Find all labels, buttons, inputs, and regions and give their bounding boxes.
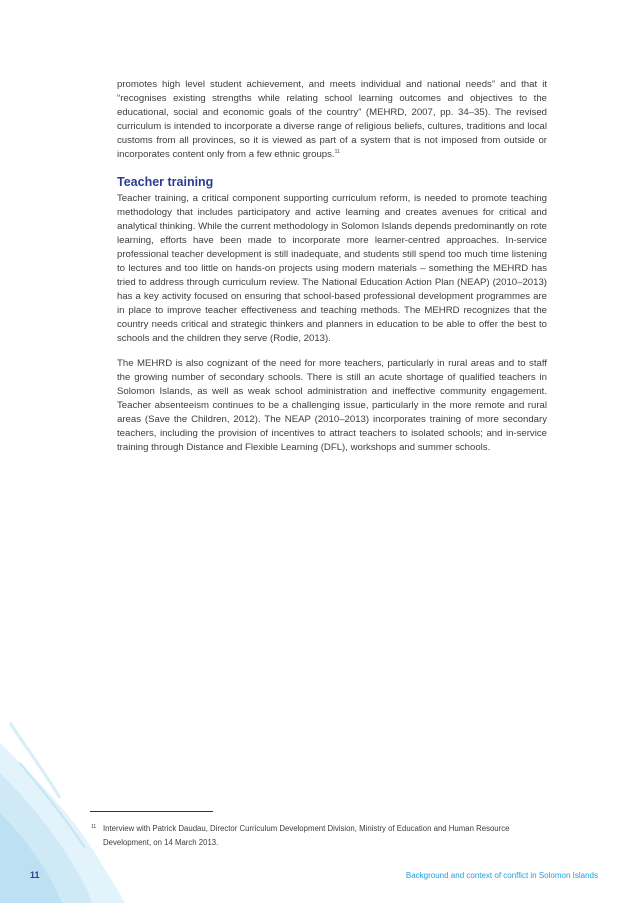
section-heading: Teacher training <box>117 175 214 190</box>
page-number: 11 <box>30 870 40 880</box>
running-footer-title: Background and context of conflict in Solomon Islands <box>405 871 598 880</box>
main-content <box>117 78 547 455</box>
body-paragraph-1 <box>117 78 547 161</box>
paragraph-text: promotes high level student achievement, and meets individual and national needs” and that it “recognises existing strengths while relating school learning outcomes and objectives to the educational, social and economic goals of the country” (MEHRD, 2007, pp. 34–35). The revised curriculum is intended to incorporate a diverse range of religious beliefs, cultures, traditions and local customs from all provinces, so it is viewed as part of a system that is not imposed from outside or incorporates content only from a few ethnic groups. <box>117 79 547 160</box>
footnote-reference[interactable]: 11 <box>334 148 340 155</box>
footnote-text: Interview with Patrick Daudau, Director Curriculum Development Division, Ministry of Education and Human Resource Development, on 14 March 2013. <box>103 824 510 847</box>
footnote-number: 11 <box>91 824 97 830</box>
watercolor-decoration <box>0 703 160 903</box>
body-paragraph-2: Teacher training, a critical component supporting curriculum reform, is needed to promote teaching methodology that includes participatory and active learning and creates avenues for critical and analytical thinking. While the current methodology in Solomon Islands depends predominantly on rote learning, efforts have been made to incorporate more learner-centred approaches. In-service professional teacher development is still inadequate, and students still spend too much time listening to lectures and too little on hands-on projects using modern materials – something the MEHRD has tried to address through curriculum review. The National Education Action Plan (NEAP) (2010–2013) has a key activity focused on ensuring that school-based professional development programmes are in place to improve teacher effectiveness and teaching methods. The MEHRD recognizes that the country needs critical and strategic thinkers and planners in education to be able to offer the best to schools and the children they serve (Rodie, 2013). <box>117 193 547 344</box>
body-paragraph-3: The MEHRD is also cognizant of the need for more teachers, particularly in rural areas and to staff the growing number of secondary schools. There is still an acute shortage of qualified teachers in Solomon Islands, as well as weak school administration and ineffective community engagement. Teacher absenteeism continues to be a challenging issue, particularly in the more remote and rural areas (Save the Children, 2012). The NEAP (2010–2013) incorporates training of more secondary teachers, including the provision of incentives to attract teachers to isolated schools; and in-service training through Distance and Flexible Learning (DFL), workshops and summer schools. <box>117 358 547 453</box>
